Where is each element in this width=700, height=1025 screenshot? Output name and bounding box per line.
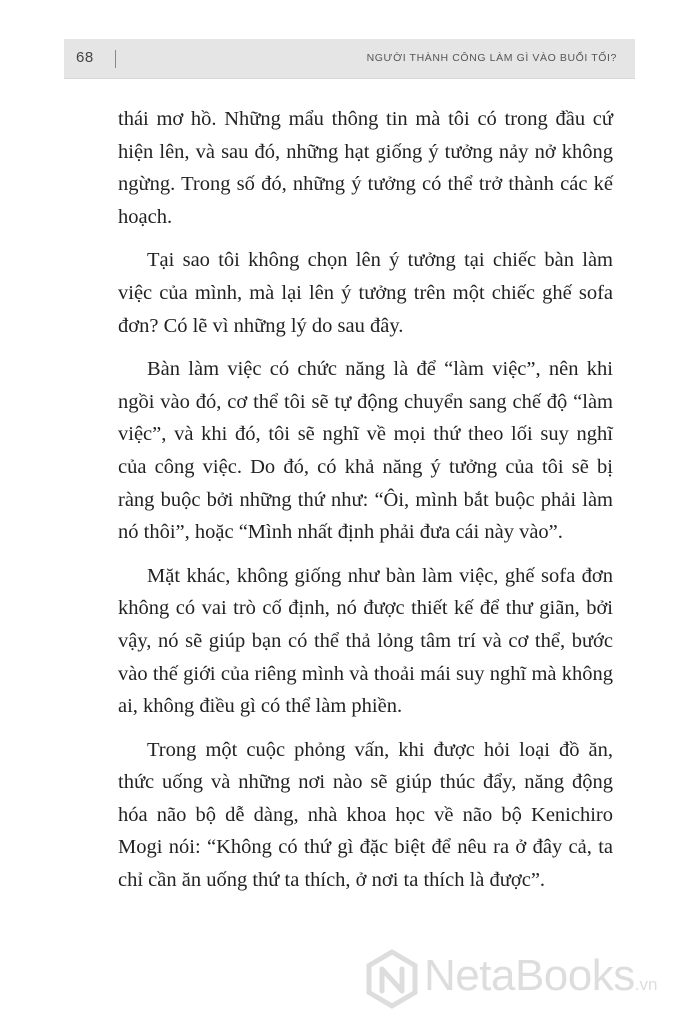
- paragraph-continuation: thái mơ hồ. Những mẩu thông tin mà tôi có trong đầu cứ hiện lên, và sau đó, những hạt giống ý tưởng nảy nở không ngừng. Trong số đó, những ý tưởng có thể trở thành các kế hoạch.: [118, 108, 613, 228]
- running-header: [64, 39, 635, 79]
- watermark-suffix: .vn: [634, 975, 658, 994]
- paragraph: Mặt khác, không giống như bàn làm việc, ghế sofa đơn không có vai trò cố định, nó được thiết kế để thư giãn, bởi vậy, nó sẽ giúp bạn có thể thả lỏng tâm trí và cơ thể, bước vào thế giới của riêng mình và thoải mái suy nghĩ mà không ai, không điều gì có thể làm phiền.: [118, 564, 613, 718]
- watermark-brand: NetaBooks: [424, 951, 635, 1000]
- header-divider: [115, 50, 116, 68]
- netabooks-watermark: [362, 945, 692, 1015]
- paragraph: Trong một cuộc phỏng vấn, khi được hỏi loại đồ ăn, thức uống và những nơi nào sẽ giúp thúc đẩy, năng động hóa não bộ dễ dàng, nhà khoa học về não bộ Kenichiro Mogi nói: “Không có thứ gì đặc biệt để nêu ra ở đây cả, ta chỉ cần ăn uống thứ ta thích, ở nơi ta thích là được”.: [118, 738, 613, 892]
- running-title: NGƯỜI THÀNH CÔNG LÀM GÌ VÀO BUỔI TỐI?: [366, 52, 617, 64]
- paragraph: Bàn làm việc có chức năng là để “làm việc”, nên khi ngồi vào đó, cơ thể tôi sẽ tự động chuyển sang chế độ “làm việc”, và khi đó, tôi sẽ nghĩ về mọi thứ theo lối suy nghĩ của công việc. Do đó, có khả năng ý tưởng của tôi sẽ bị ràng buộc bởi những thứ như: “Ôi, mình bắt buộc phải làm nó thôi”, hoặc “Mình nhất định phải đưa cái này vào”.: [118, 358, 613, 544]
- watermark-text: [424, 951, 657, 1001]
- page-number: 68: [76, 49, 94, 66]
- netabooks-logo-icon: [362, 949, 422, 1009]
- paragraph: Tại sao tôi không chọn lên ý tưởng tại chiếc bàn làm việc của mình, mà lại lên ý tưởng trên một chiếc ghế sofa đơn? Có lẽ vì những lý do sau đây.: [118, 249, 613, 337]
- body-text: [118, 103, 613, 908]
